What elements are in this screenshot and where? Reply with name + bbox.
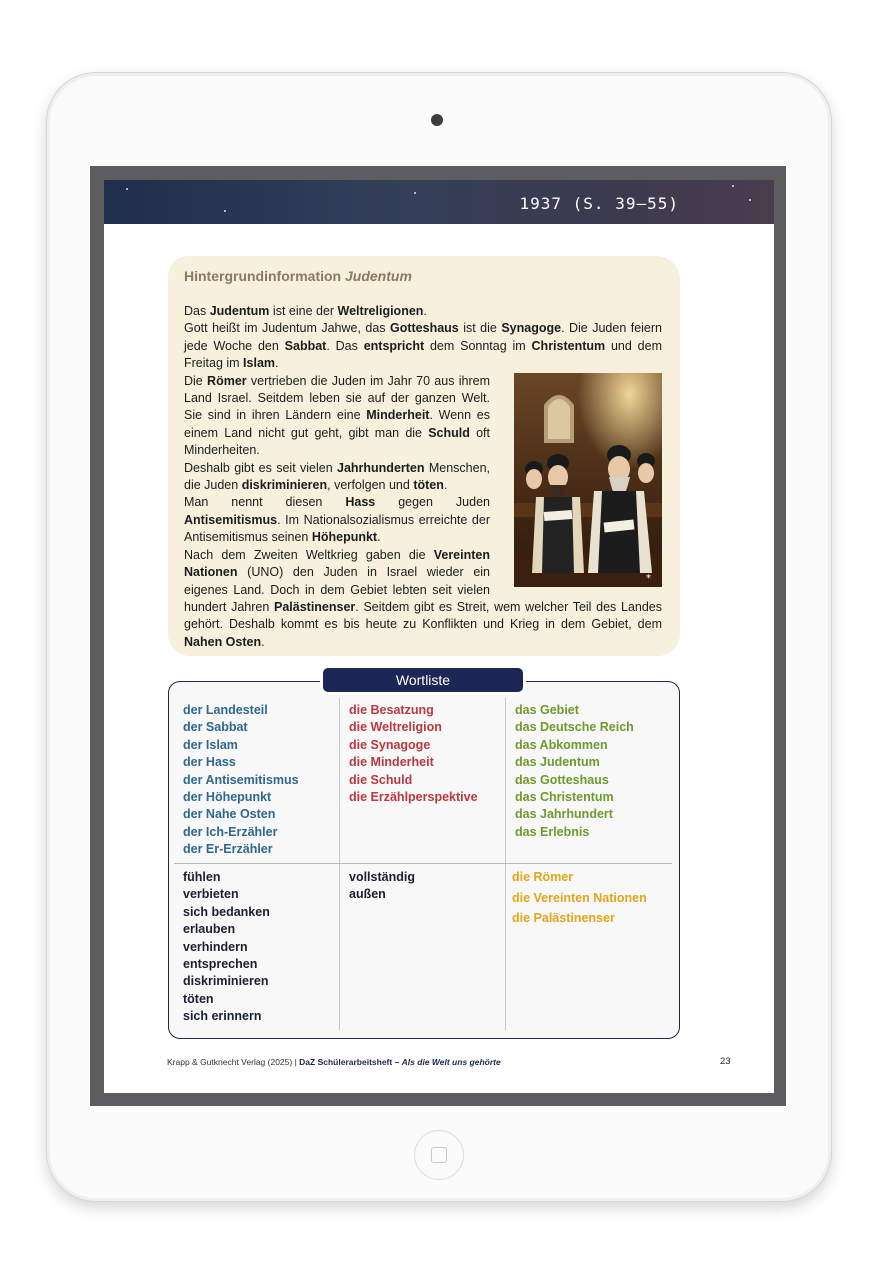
wordlist-entry: töten bbox=[183, 991, 214, 1006]
praying-men-photo bbox=[514, 373, 662, 587]
wordlist-entry: verbieten bbox=[183, 887, 239, 902]
photo-credit-mark: * bbox=[646, 572, 651, 584]
synagogue-image bbox=[514, 373, 662, 587]
chapter-title: 1937 (S. 39–55) bbox=[519, 194, 679, 213]
page-number: 23 bbox=[720, 1056, 731, 1067]
wordlist-entry: die Schuld bbox=[349, 772, 413, 787]
wordlist-entry: das Gotteshaus bbox=[515, 772, 609, 787]
wordlist-entry: verhindern bbox=[183, 939, 248, 954]
chapter-banner bbox=[104, 180, 774, 224]
wordlist-entry: die Synagoge bbox=[349, 737, 431, 752]
wordlist-entry: die Erzählperspektive bbox=[349, 790, 478, 805]
wordlist-neuter-nouns bbox=[515, 702, 634, 841]
wordlist-entry: das Deutsche Reich bbox=[515, 720, 634, 735]
info-paragraph: Deshalb gibt es seit vielen Jahrhunderten Menschen, die Juden diskriminieren, verfolgen und töten. bbox=[184, 460, 490, 493]
home-button[interactable] bbox=[414, 1130, 464, 1180]
wordlist-entry: der Hass bbox=[183, 755, 236, 770]
wordlist-entry: die Palästinenser bbox=[512, 911, 615, 925]
wordlist-feminine-nouns bbox=[349, 702, 478, 806]
wordlist-entry: vollständig bbox=[349, 870, 415, 884]
wordlist-title: Wortliste bbox=[320, 665, 526, 695]
wordlist-verbs bbox=[183, 869, 270, 1026]
info-text bbox=[184, 303, 662, 651]
info-paragraph: Nach dem Zweiten Weltkrieg gaben die Vereinten Nationen (UNO) den Juden in Israel wieder ein eigenes Land. Doch in dem Gebiet lebten seit vielen hundert Jahren Palästinenser. Seitdem gibt es Streit, wem welcher Teil des Landes gehört. Deshalb kommt es bis heute zu Konflikten und Krieg in dem Gebiet, dem Nahen Osten. bbox=[184, 547, 662, 649]
info-paragraph: Gott heißt im Judentum Jahwe, das Gotteshaus ist die Synagoge. Die Juden feiern jede Woche den Sabbat. Das entspricht dem Sonntag im Christentum und dem Freitag im Islam. bbox=[184, 321, 663, 371]
wordlist-entry: fühlen bbox=[183, 870, 221, 884]
home-square-icon bbox=[431, 1147, 447, 1163]
star-decoration bbox=[224, 210, 226, 212]
star-decoration bbox=[749, 199, 751, 201]
star-decoration bbox=[732, 185, 734, 187]
row-divider bbox=[174, 863, 672, 864]
wordlist-entry: die Römer bbox=[512, 870, 574, 884]
wordlist-entry: das Erlebnis bbox=[515, 824, 590, 839]
page-footer: Krapp & Gutknecht Verlag (2025) | DaZ Schülerarbeitsheft – Als die Welt uns gehörte bbox=[167, 1057, 501, 1067]
wordlist-entry: diskriminieren bbox=[183, 974, 269, 989]
info-paragraph: Das Judentum ist eine der Weltreligionen. bbox=[184, 304, 427, 318]
wordlist-entry: die Weltreligion bbox=[349, 720, 442, 735]
wordlist-entry: der Er-Erzähler bbox=[183, 842, 273, 857]
column-divider bbox=[339, 698, 340, 1030]
star-decoration bbox=[126, 188, 128, 190]
info-paragraph: Man nennt diesen Hass gegen Juden Antisemitismus. Im Nationalsozialismus erreichte der Antisemitismus seinen Höhepunkt. bbox=[184, 495, 490, 545]
wordlist-adjectives bbox=[349, 869, 415, 904]
wordlist-entry: entsprechen bbox=[183, 957, 258, 972]
wordlist-entry: das Gebiet bbox=[515, 703, 579, 717]
wordlist-entry: der Islam bbox=[183, 737, 238, 752]
background-info-box bbox=[168, 256, 680, 656]
wordlist-entry: der Landesteil bbox=[183, 703, 268, 717]
wordlist-entry: erlauben bbox=[183, 922, 236, 937]
wordlist-entry: das Judentum bbox=[515, 755, 600, 770]
wordlist-entry: die Besatzung bbox=[349, 703, 434, 717]
wordlist-entry: das Jahrhundert bbox=[515, 807, 613, 822]
wordlist-entry: das Christentum bbox=[515, 790, 614, 805]
wordlist-entry: das Abkommen bbox=[515, 737, 608, 752]
wordlist-entry: außen bbox=[349, 887, 386, 902]
wordlist-entry: der Höhepunkt bbox=[183, 790, 272, 805]
wordlist-entry: sich bedanken bbox=[183, 904, 270, 919]
star-decoration bbox=[414, 192, 416, 194]
camera-dot bbox=[431, 114, 443, 126]
wordlist-entry: der Ich-Erzähler bbox=[183, 824, 278, 839]
wordlist-masculine-nouns bbox=[183, 702, 299, 859]
column-divider bbox=[505, 698, 506, 1030]
document-page bbox=[104, 180, 774, 1093]
wordlist-entry: sich erinnern bbox=[183, 1009, 262, 1024]
wordlist-entry: die Minderheit bbox=[349, 755, 434, 770]
wordlist-entry: der Antisemitismus bbox=[183, 772, 299, 787]
wordlist-entry: der Nahe Osten bbox=[183, 807, 276, 822]
wordlist-entry: die Vereinten Nationen bbox=[512, 890, 647, 905]
wordlist-entry: der Sabbat bbox=[183, 720, 248, 735]
wordlist-groups bbox=[512, 867, 647, 929]
info-paragraph: Die Römer vertrieben die Juden im Jahr 70 aus ihrem Land Israel. Seitdem leben sie auf der ganzen Welt. Sie sind in ihren Ländern eine Minderheit. Wenn es einem Land nicht gut geht, gibt man die Schuld oft Minderheiten. bbox=[184, 373, 490, 458]
info-heading: Hintergrundinformation Judentum bbox=[184, 268, 412, 284]
